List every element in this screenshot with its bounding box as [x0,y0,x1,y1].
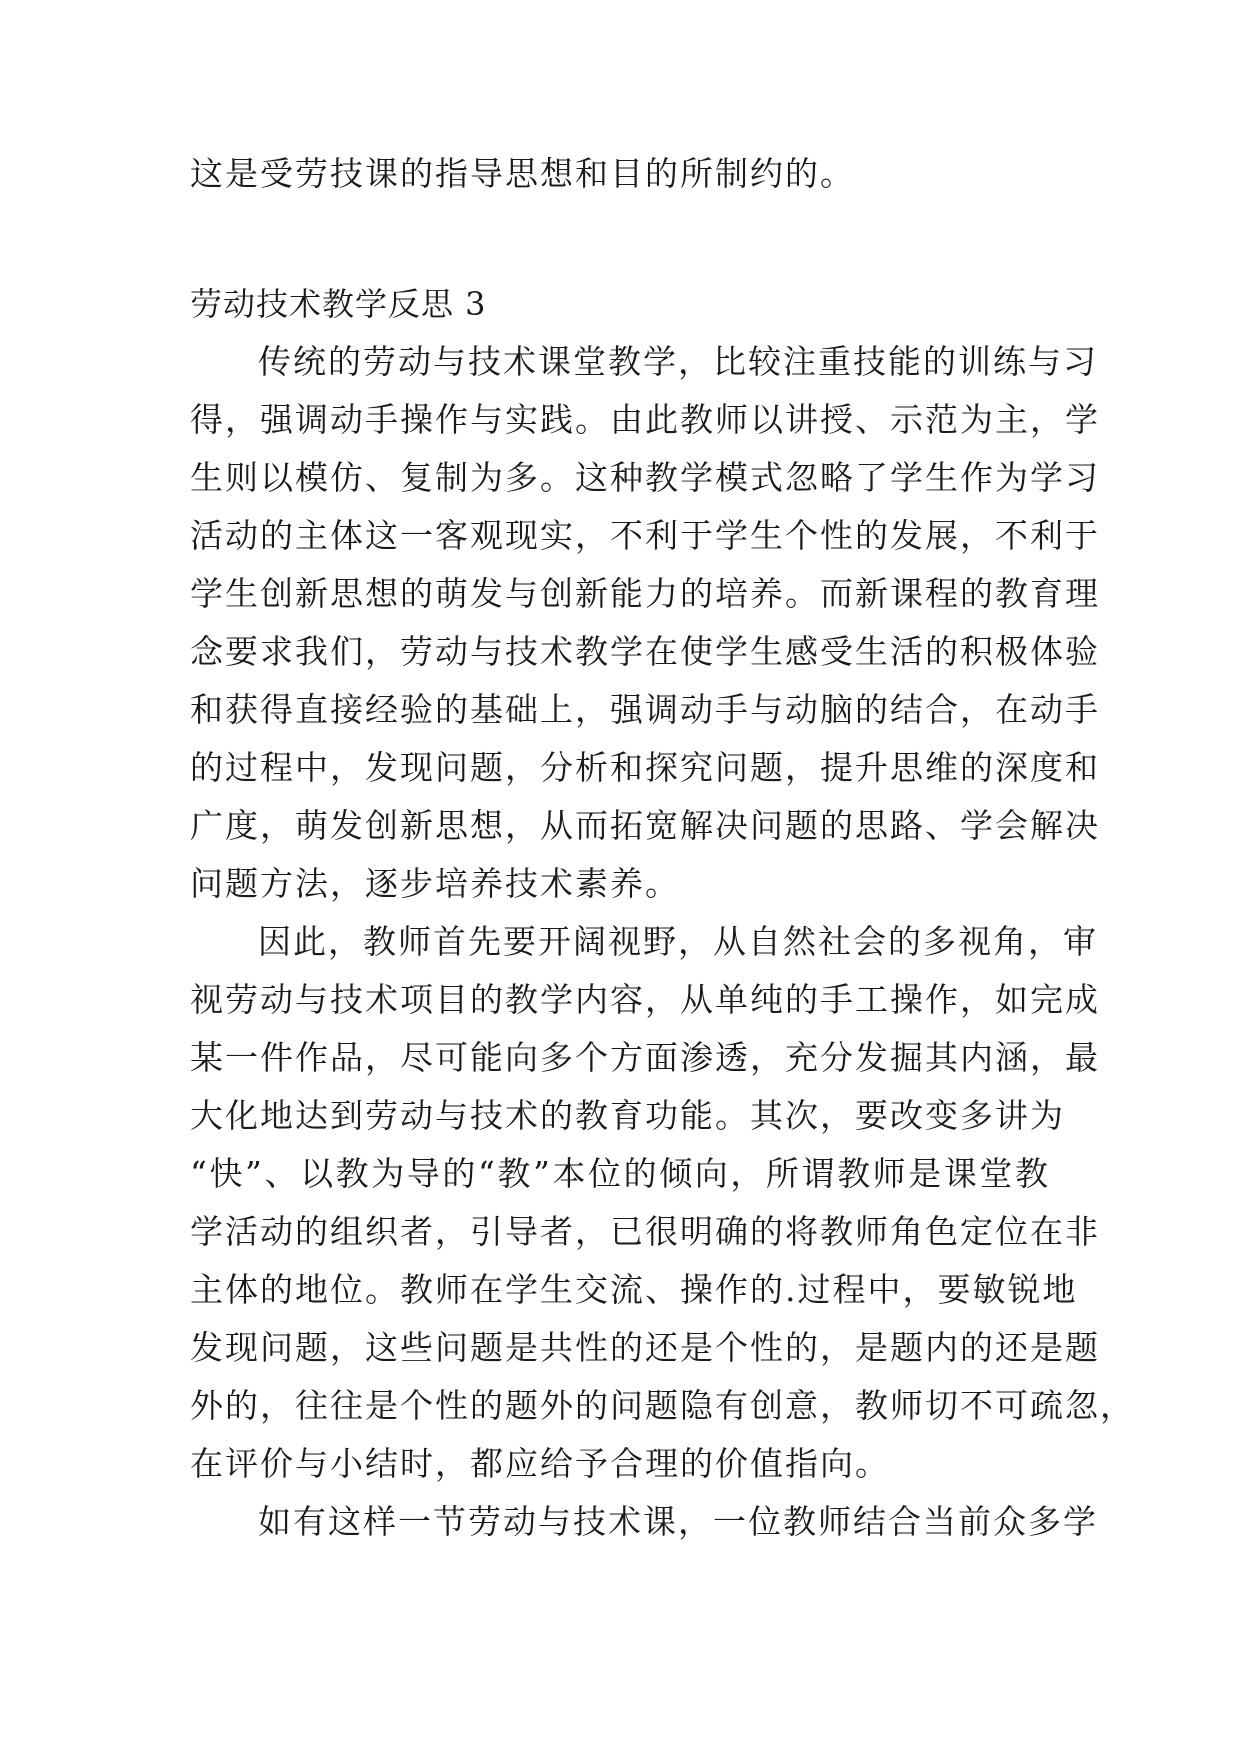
paragraph-line: 大化地达到劳动与技术的教育功能。其次，要改变多讲为 [190,1096,1065,1135]
paragraph-line: 问题方法，逐步培养技术素养。 [190,864,680,903]
paragraph-line: “快”、以教为导的“教”本位的倾向，所谓教师是课堂教 [190,1154,1050,1193]
paragraph-line: 外的，往往是个性的题外的问题隐有创意，教师切不可疏忽， [190,1386,1135,1425]
paragraph-line: 在评价与小结时，都应给予合理的价值指向。 [190,1444,890,1483]
paragraph-line: 传统的劳动与技术课堂教学，比较注重技能的训练与习 [258,342,1098,381]
paragraph-line: 和获得直接经验的基础上，强调动手与动脑的结合，在动手 [190,690,1100,729]
paragraph-line: 因此，教师首先要开阔视野，从自然社会的多视角，审 [258,922,1098,961]
paragraph-line: 得，强调动手操作与实践。由此教师以讲授、示范为主，学 [190,400,1100,439]
intro-line: 这是受劳技课的指导思想和目的所制约的。 [190,154,855,193]
paragraph-line: 视劳动与技术项目的教学内容，从单纯的手工操作，如完成 [190,980,1100,1019]
section-heading: 劳动技术教学反思 3 [190,285,487,323]
paragraph-line: 学活动的组织者，引导者，已很明确的将教师角色定位在非 [190,1212,1100,1251]
paragraph-line: 的过程中，发现问题，分析和探究问题，提升思维的深度和 [190,748,1100,787]
paragraph-line: 活动的主体这一客观现实，不利于学生个性的发展，不利于 [190,516,1100,555]
paragraph-line: 生则以模仿、复制为多。这种教学模式忽略了学生作为学习 [190,458,1100,497]
paragraph-line: 某一件作品，尽可能向多个方面渗透，充分发掘其内涵，最 [190,1038,1100,1077]
paragraph-line: 发现问题，这些问题是共性的还是个性的，是题内的还是题 [190,1328,1100,1367]
paragraph-line: 念要求我们，劳动与技术教学在使学生感受生活的积极体验 [190,632,1100,671]
paragraph-line: 主体的地位。教师在学生交流、操作的.过程中，要敏锐地 [190,1270,1078,1309]
paragraph-line: 广度，萌发创新思想，从而拓宽解决问题的思路、学会解决 [190,806,1100,845]
paragraph-line: 如有这样一节劳动与技术课，一位教师结合当前众多学 [258,1502,1098,1541]
paragraph-line: 学生创新思想的萌发与创新能力的培养。而新课程的教育理 [190,574,1100,613]
